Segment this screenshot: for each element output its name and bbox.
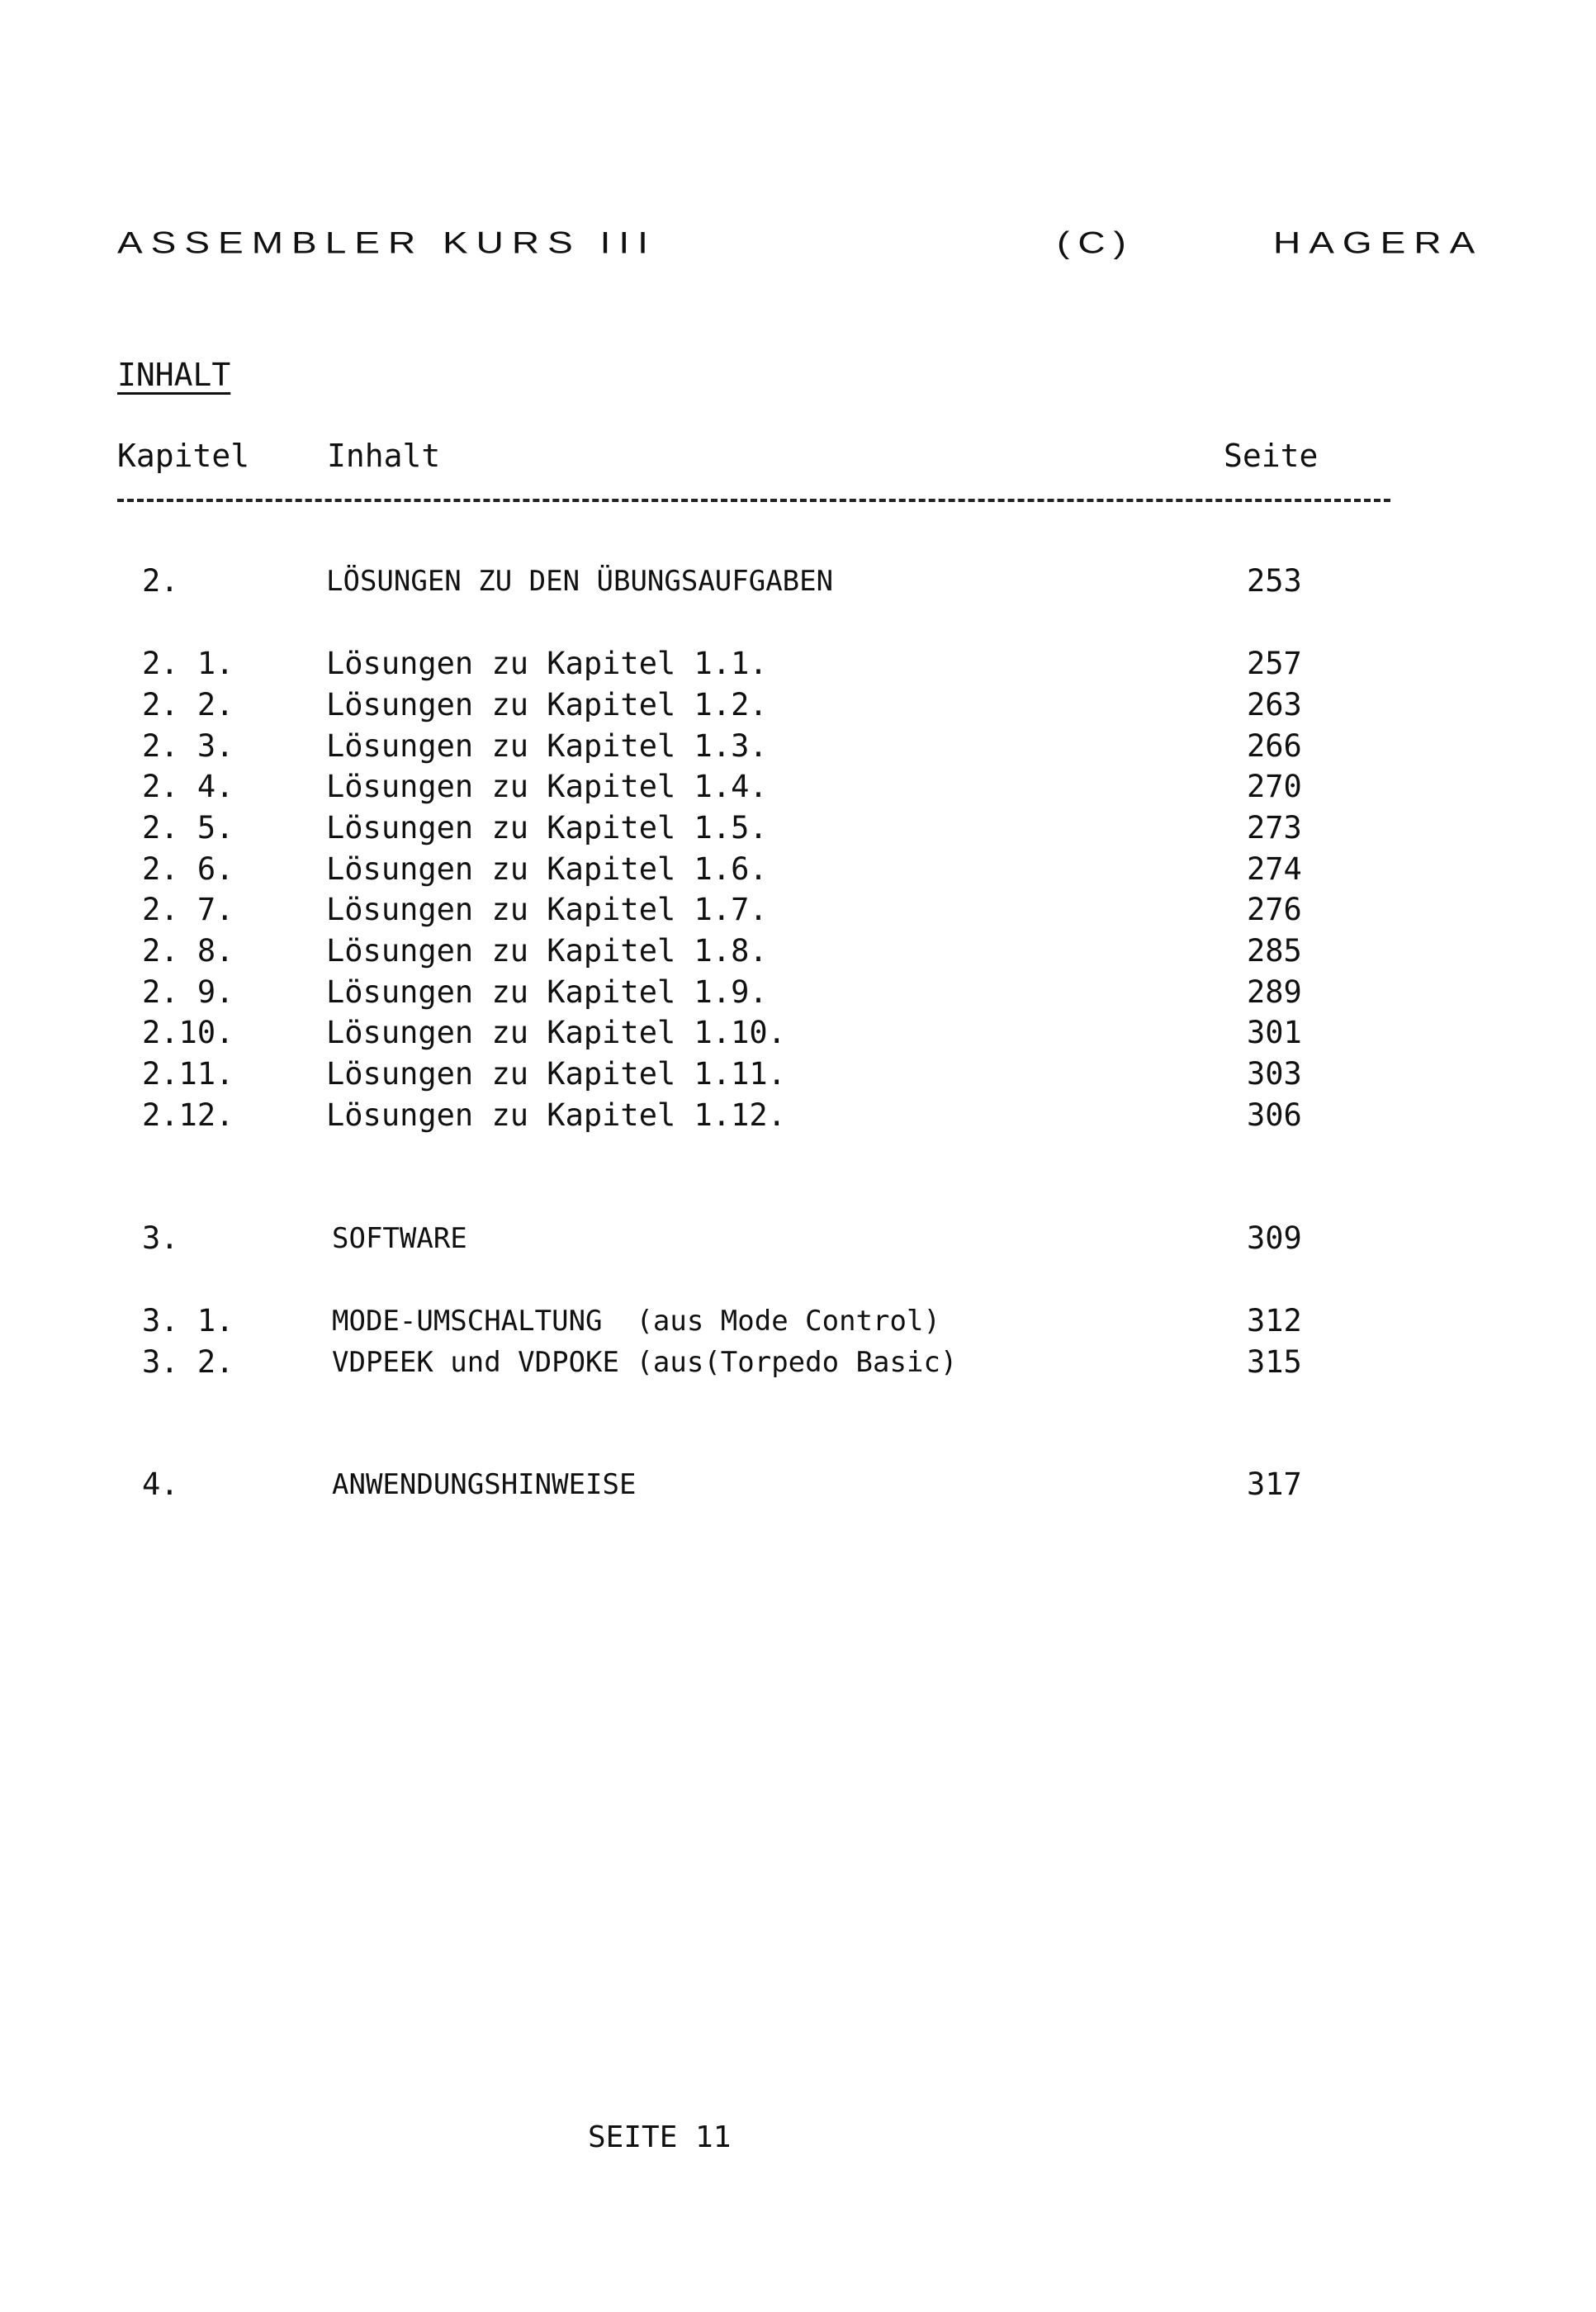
column-header-kapitel: Kapitel bbox=[117, 438, 250, 474]
entry-page: 263 bbox=[1247, 687, 1302, 722]
toc-entry bbox=[0, 1344, 1596, 1382]
entry-title: Lösungen zu Kapitel 1.2. bbox=[326, 687, 768, 722]
entry-page: 317 bbox=[1247, 1466, 1302, 1502]
page-footer: SEITE 11 bbox=[588, 2120, 732, 2154]
toc-entry bbox=[0, 769, 1596, 807]
entry-page: 257 bbox=[1247, 646, 1302, 681]
entry-page: 273 bbox=[1247, 810, 1302, 846]
entry-page: 306 bbox=[1247, 1097, 1302, 1133]
entry-page: 274 bbox=[1247, 851, 1302, 887]
entry-title: MODE-UMSCHALTUNG (aus Mode Control) bbox=[332, 1305, 940, 1338]
toc-entry bbox=[0, 728, 1596, 766]
entry-page: 285 bbox=[1247, 933, 1302, 969]
entry-page: 309 bbox=[1247, 1220, 1302, 1256]
entry-page: 312 bbox=[1247, 1303, 1302, 1338]
toc-entry bbox=[0, 933, 1596, 971]
entry-number: 2. 3. bbox=[142, 728, 234, 764]
entry-page: 270 bbox=[1247, 769, 1302, 804]
entry-page: 303 bbox=[1247, 1056, 1302, 1092]
entry-number: 3. 2. bbox=[142, 1344, 234, 1380]
entry-number: 2. 5. bbox=[142, 810, 234, 846]
column-header-seite: Seite bbox=[1224, 438, 1319, 474]
entry-page: 266 bbox=[1247, 728, 1302, 764]
entry-number: 2. 4. bbox=[142, 769, 234, 804]
entry-number: 2.10. bbox=[142, 1015, 234, 1050]
entry-title: Lösungen zu Kapitel 1.4. bbox=[326, 769, 768, 804]
toc-entry-section bbox=[0, 1220, 1596, 1258]
entry-title: Lösungen zu Kapitel 1.10. bbox=[326, 1015, 786, 1050]
toc-entry bbox=[0, 810, 1596, 848]
document-header bbox=[117, 225, 1484, 264]
toc-entry bbox=[0, 851, 1596, 889]
toc-entry bbox=[0, 1015, 1596, 1053]
entry-title: LÖSUNGEN ZU DEN ÜBUNGSAUFGABEN bbox=[326, 565, 834, 598]
entry-number: 2. 9. bbox=[142, 974, 234, 1010]
entry-title: SOFTWARE bbox=[332, 1222, 467, 1255]
entry-number: 2.12. bbox=[142, 1097, 234, 1133]
toc-entry bbox=[0, 1097, 1596, 1135]
entry-number: 2. 2. bbox=[142, 687, 234, 722]
header-copyright: (C) bbox=[1057, 225, 1134, 260]
toc-entry bbox=[0, 687, 1596, 725]
entry-number: 2. 7. bbox=[142, 892, 234, 927]
header-title: ASSEMBLER KURS III bbox=[117, 225, 656, 260]
entry-title: Lösungen zu Kapitel 1.5. bbox=[326, 810, 768, 846]
entry-number: 2. bbox=[142, 563, 179, 599]
header-author: HAGERA bbox=[1273, 225, 1484, 260]
column-headers bbox=[117, 438, 1405, 479]
entry-page: 301 bbox=[1247, 1015, 1302, 1050]
column-header-inhalt: Inhalt bbox=[327, 438, 441, 474]
entry-title: Lösungen zu Kapitel 1.7. bbox=[326, 892, 768, 927]
entry-number: 2. 1. bbox=[142, 646, 234, 681]
entry-title: Lösungen zu Kapitel 1.9. bbox=[326, 974, 768, 1010]
dashed-divider bbox=[117, 499, 1390, 502]
entry-title: Lösungen zu Kapitel 1.6. bbox=[326, 851, 768, 887]
toc-entry-section bbox=[0, 563, 1596, 601]
entry-number: 4. bbox=[142, 1466, 179, 1502]
entry-title: Lösungen zu Kapitel 1.12. bbox=[326, 1097, 786, 1133]
entry-number: 3. bbox=[142, 1220, 179, 1256]
contents-heading: INHALT bbox=[117, 357, 231, 393]
toc-entry-section bbox=[0, 1466, 1596, 1504]
toc-entry bbox=[0, 892, 1596, 930]
toc-entry bbox=[0, 646, 1596, 684]
entry-page: 253 bbox=[1247, 563, 1302, 599]
entry-page: 289 bbox=[1247, 974, 1302, 1010]
entry-title: VDPEEK und VDPOKE (aus(Torpedo Basic) bbox=[332, 1346, 958, 1379]
entry-title: ANWENDUNGSHINWEISE bbox=[332, 1468, 637, 1501]
entry-title: Lösungen zu Kapitel 1.8. bbox=[326, 933, 768, 969]
entry-number: 2. 6. bbox=[142, 851, 234, 887]
entry-number: 2. 8. bbox=[142, 933, 234, 969]
entry-page: 315 bbox=[1247, 1344, 1302, 1380]
entry-number: 2.11. bbox=[142, 1056, 234, 1092]
entry-page: 276 bbox=[1247, 892, 1302, 927]
toc-entry bbox=[0, 974, 1596, 1012]
entry-title: Lösungen zu Kapitel 1.3. bbox=[326, 728, 768, 764]
entry-title: Lösungen zu Kapitel 1.11. bbox=[326, 1056, 786, 1092]
entry-number: 3. 1. bbox=[142, 1303, 234, 1338]
toc-entry bbox=[0, 1303, 1596, 1341]
toc-entry bbox=[0, 1056, 1596, 1094]
entry-title: Lösungen zu Kapitel 1.1. bbox=[326, 646, 768, 681]
